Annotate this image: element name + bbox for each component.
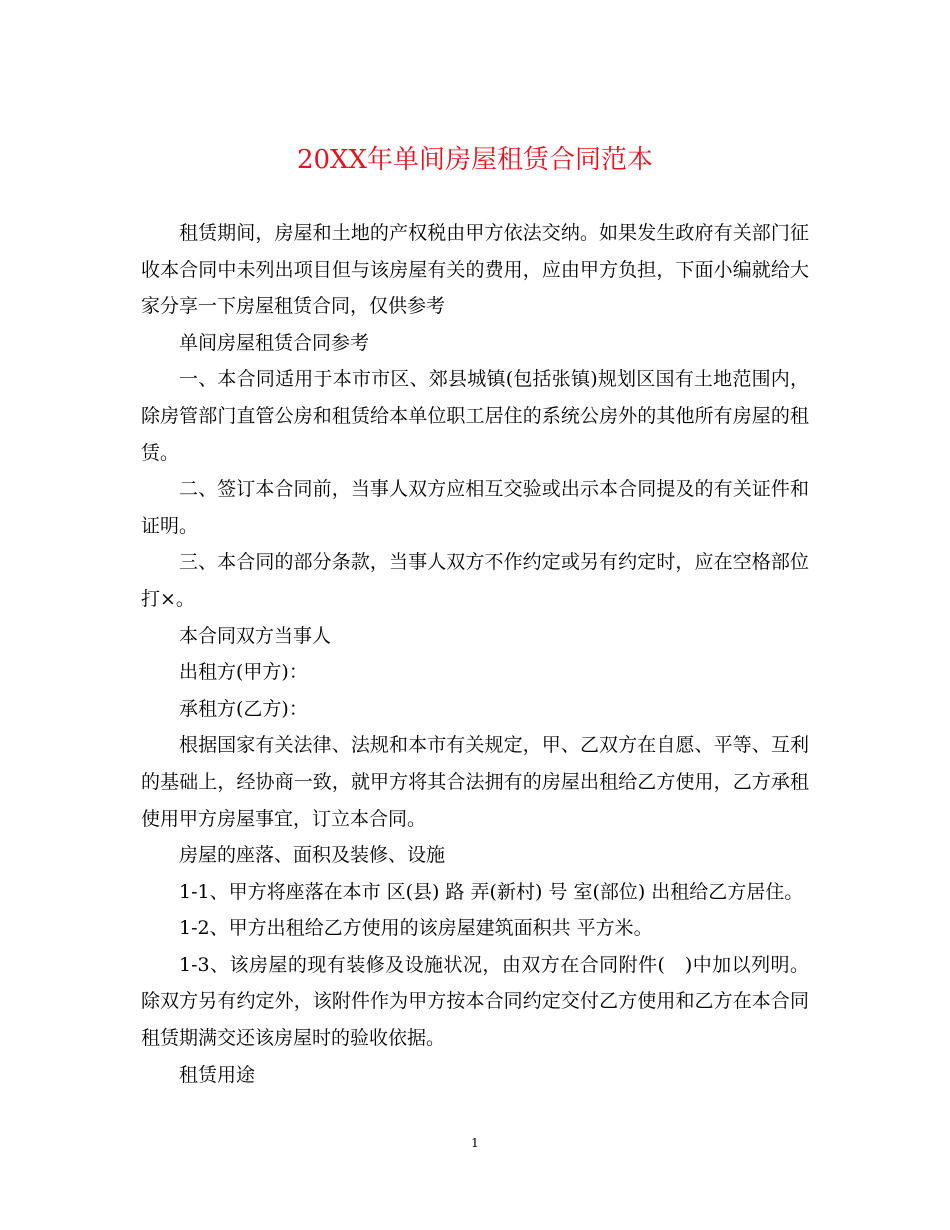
page-number: 1 [471, 1136, 479, 1150]
paragraph-lessee: 承租方(乙方)： [179, 697, 308, 720]
document-body [141, 215, 809, 1093]
paragraph-lessor: 出租方(甲方)： [179, 661, 308, 684]
paragraph-intro: 租赁期间，房屋和土地的产权税由甲方依法交纳。如果发生政府有关部门征收本合同中未列出项目但与该房屋有关的费用，应由甲方负担，下面小编就给大家分享一下房屋租赁合同，仅供参考 [141, 222, 809, 318]
paragraph-item-1-2: 1-2、甲方出租给乙方使用的该房屋建筑面积共 平方米。 [179, 917, 653, 940]
paragraph-clause-1: 一、本合同适用于本市市区、郊县城镇(包括张镇)规划区国有土地范围内，除房管部门直管公房和租赁给本单位职工居住的系统公房外的其他所有房屋的租赁。 [141, 368, 809, 464]
paragraph-item-1-3: 1-3、该房屋的现有装修及设施状况，由双方在合同附件( )中加以列明。除双方另有约定外，该附件作为甲方按本合同约定交付乙方使用和乙方在本合同租赁期满交还该房屋时的验收依据。 [141, 953, 809, 1050]
document-title: 20XX年单间房屋租赁合同范本 [296, 145, 654, 175]
paragraph-reference-heading: 单间房屋租赁合同参考 [179, 331, 370, 354]
paragraph-item-1-1: 1-1、甲方将座落在本市 区(县) 路 弄(新村) 号 室(部位) 出租给乙方居住。 [179, 880, 804, 903]
paragraph-usage-heading: 租赁用途 [179, 1063, 256, 1086]
paragraph-clause-3: 三、本合同的部分条款，当事人双方不作约定或另有约定时，应在空格部位打×。 [141, 551, 809, 610]
paragraph-agreement-basis: 根据国家有关法律、法规和本市有关规定，甲、乙双方在自愿、平等、互利的基础上，经协商一致，就甲方将其合法拥有的房屋出租给乙方使用，乙方承租使用甲方房屋事宜，订立本合同。 [141, 734, 809, 830]
paragraph-clause-2: 二、签订本合同前，当事人双方应相互交验或出示本合同提及的有关证件和证明。 [141, 478, 809, 537]
paragraph-location-heading: 房屋的座落、面积及装修、设施 [179, 844, 446, 867]
paragraph-parties-heading: 本合同双方当事人 [179, 624, 332, 647]
